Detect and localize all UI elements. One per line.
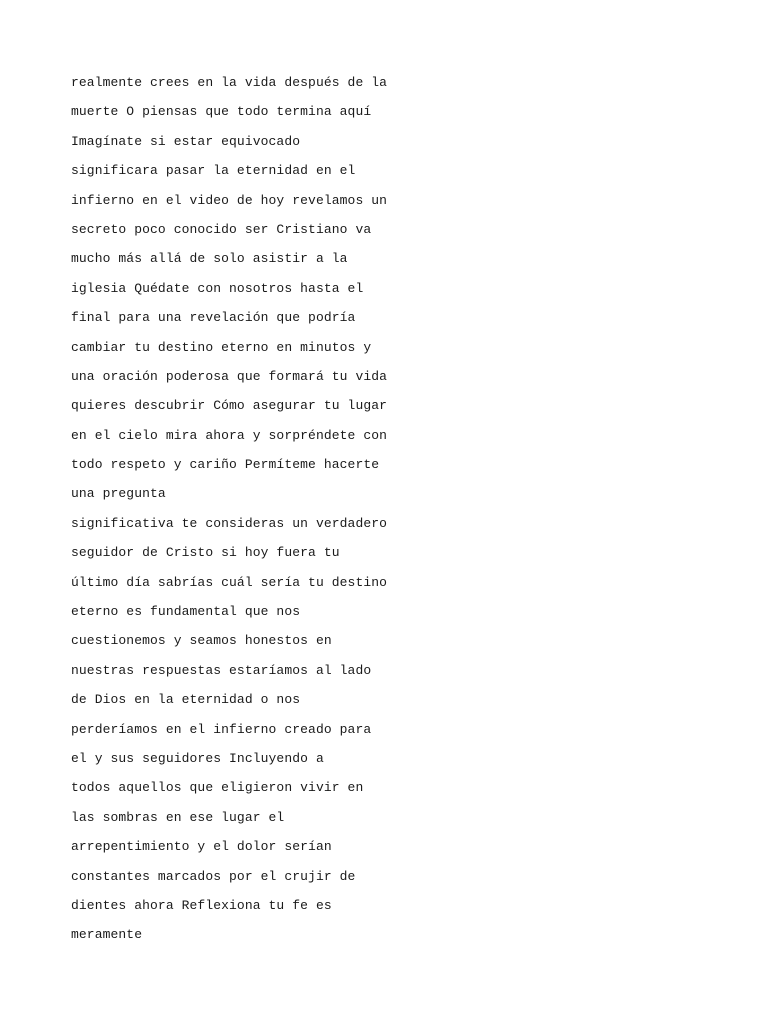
text-line: significativa te consideras un verdadero <box>71 515 388 531</box>
text-line: final para una revelación que podría <box>71 310 356 326</box>
text-line: seguidor de Cristo si hoy fuera tu <box>71 545 340 561</box>
text-line: en el cielo mira ahora y sorpréndete con <box>71 427 388 443</box>
text-line: perderíamos en el infierno creado para <box>71 721 372 737</box>
text-line: mucho más allá de solo asistir a la <box>71 251 348 267</box>
text-line: realmente crees en la vida después de la <box>71 75 388 90</box>
transcript-text <box>71 68 711 950</box>
text-line: arrepentimiento y el dolor serían <box>71 839 332 855</box>
text-line: las sombras en ese lugar el <box>71 809 285 825</box>
text-line: una pregunta <box>71 486 166 502</box>
text-line: eterno es fundamental que nos <box>71 604 301 620</box>
text-line: cuestionemos y seamos honestos en <box>71 633 332 649</box>
text-line: nuestras respuestas estaríamos al lado <box>71 662 372 678</box>
text-line: Imagínate si estar equivocado <box>71 133 301 149</box>
text-line: infierno en el video de hoy revelamos un <box>71 192 388 208</box>
text-line: quieres descubrir Cómo asegurar tu lugar <box>71 398 388 414</box>
text-line: muerte O piensas que todo termina aquí <box>71 104 372 120</box>
text-line: significara pasar la eternidad en el <box>71 163 356 179</box>
text-line: cambiar tu destino eterno en minutos y <box>71 339 372 355</box>
text-line: dientes ahora Reflexiona tu fe es <box>71 897 332 913</box>
text-line: de Dios en la eternidad o nos <box>71 692 301 708</box>
text-line: meramente <box>71 927 143 943</box>
text-line: una oración poderosa que formará tu vida <box>71 368 388 384</box>
text-line: último día sabrías cuál sería tu destino <box>71 574 388 590</box>
text-line: iglesia Quédate con nosotros hasta el <box>71 280 364 296</box>
text-line: todos aquellos que eligieron vivir en <box>71 780 364 796</box>
text-line: el y sus seguidores Incluyendo a <box>71 750 324 766</box>
text-line: todo respeto y cariño Permíteme hacerte <box>71 457 380 473</box>
text-line: secreto poco conocido ser Cristiano va <box>71 221 372 237</box>
text-line: constantes marcados por el crujir de <box>71 868 356 884</box>
